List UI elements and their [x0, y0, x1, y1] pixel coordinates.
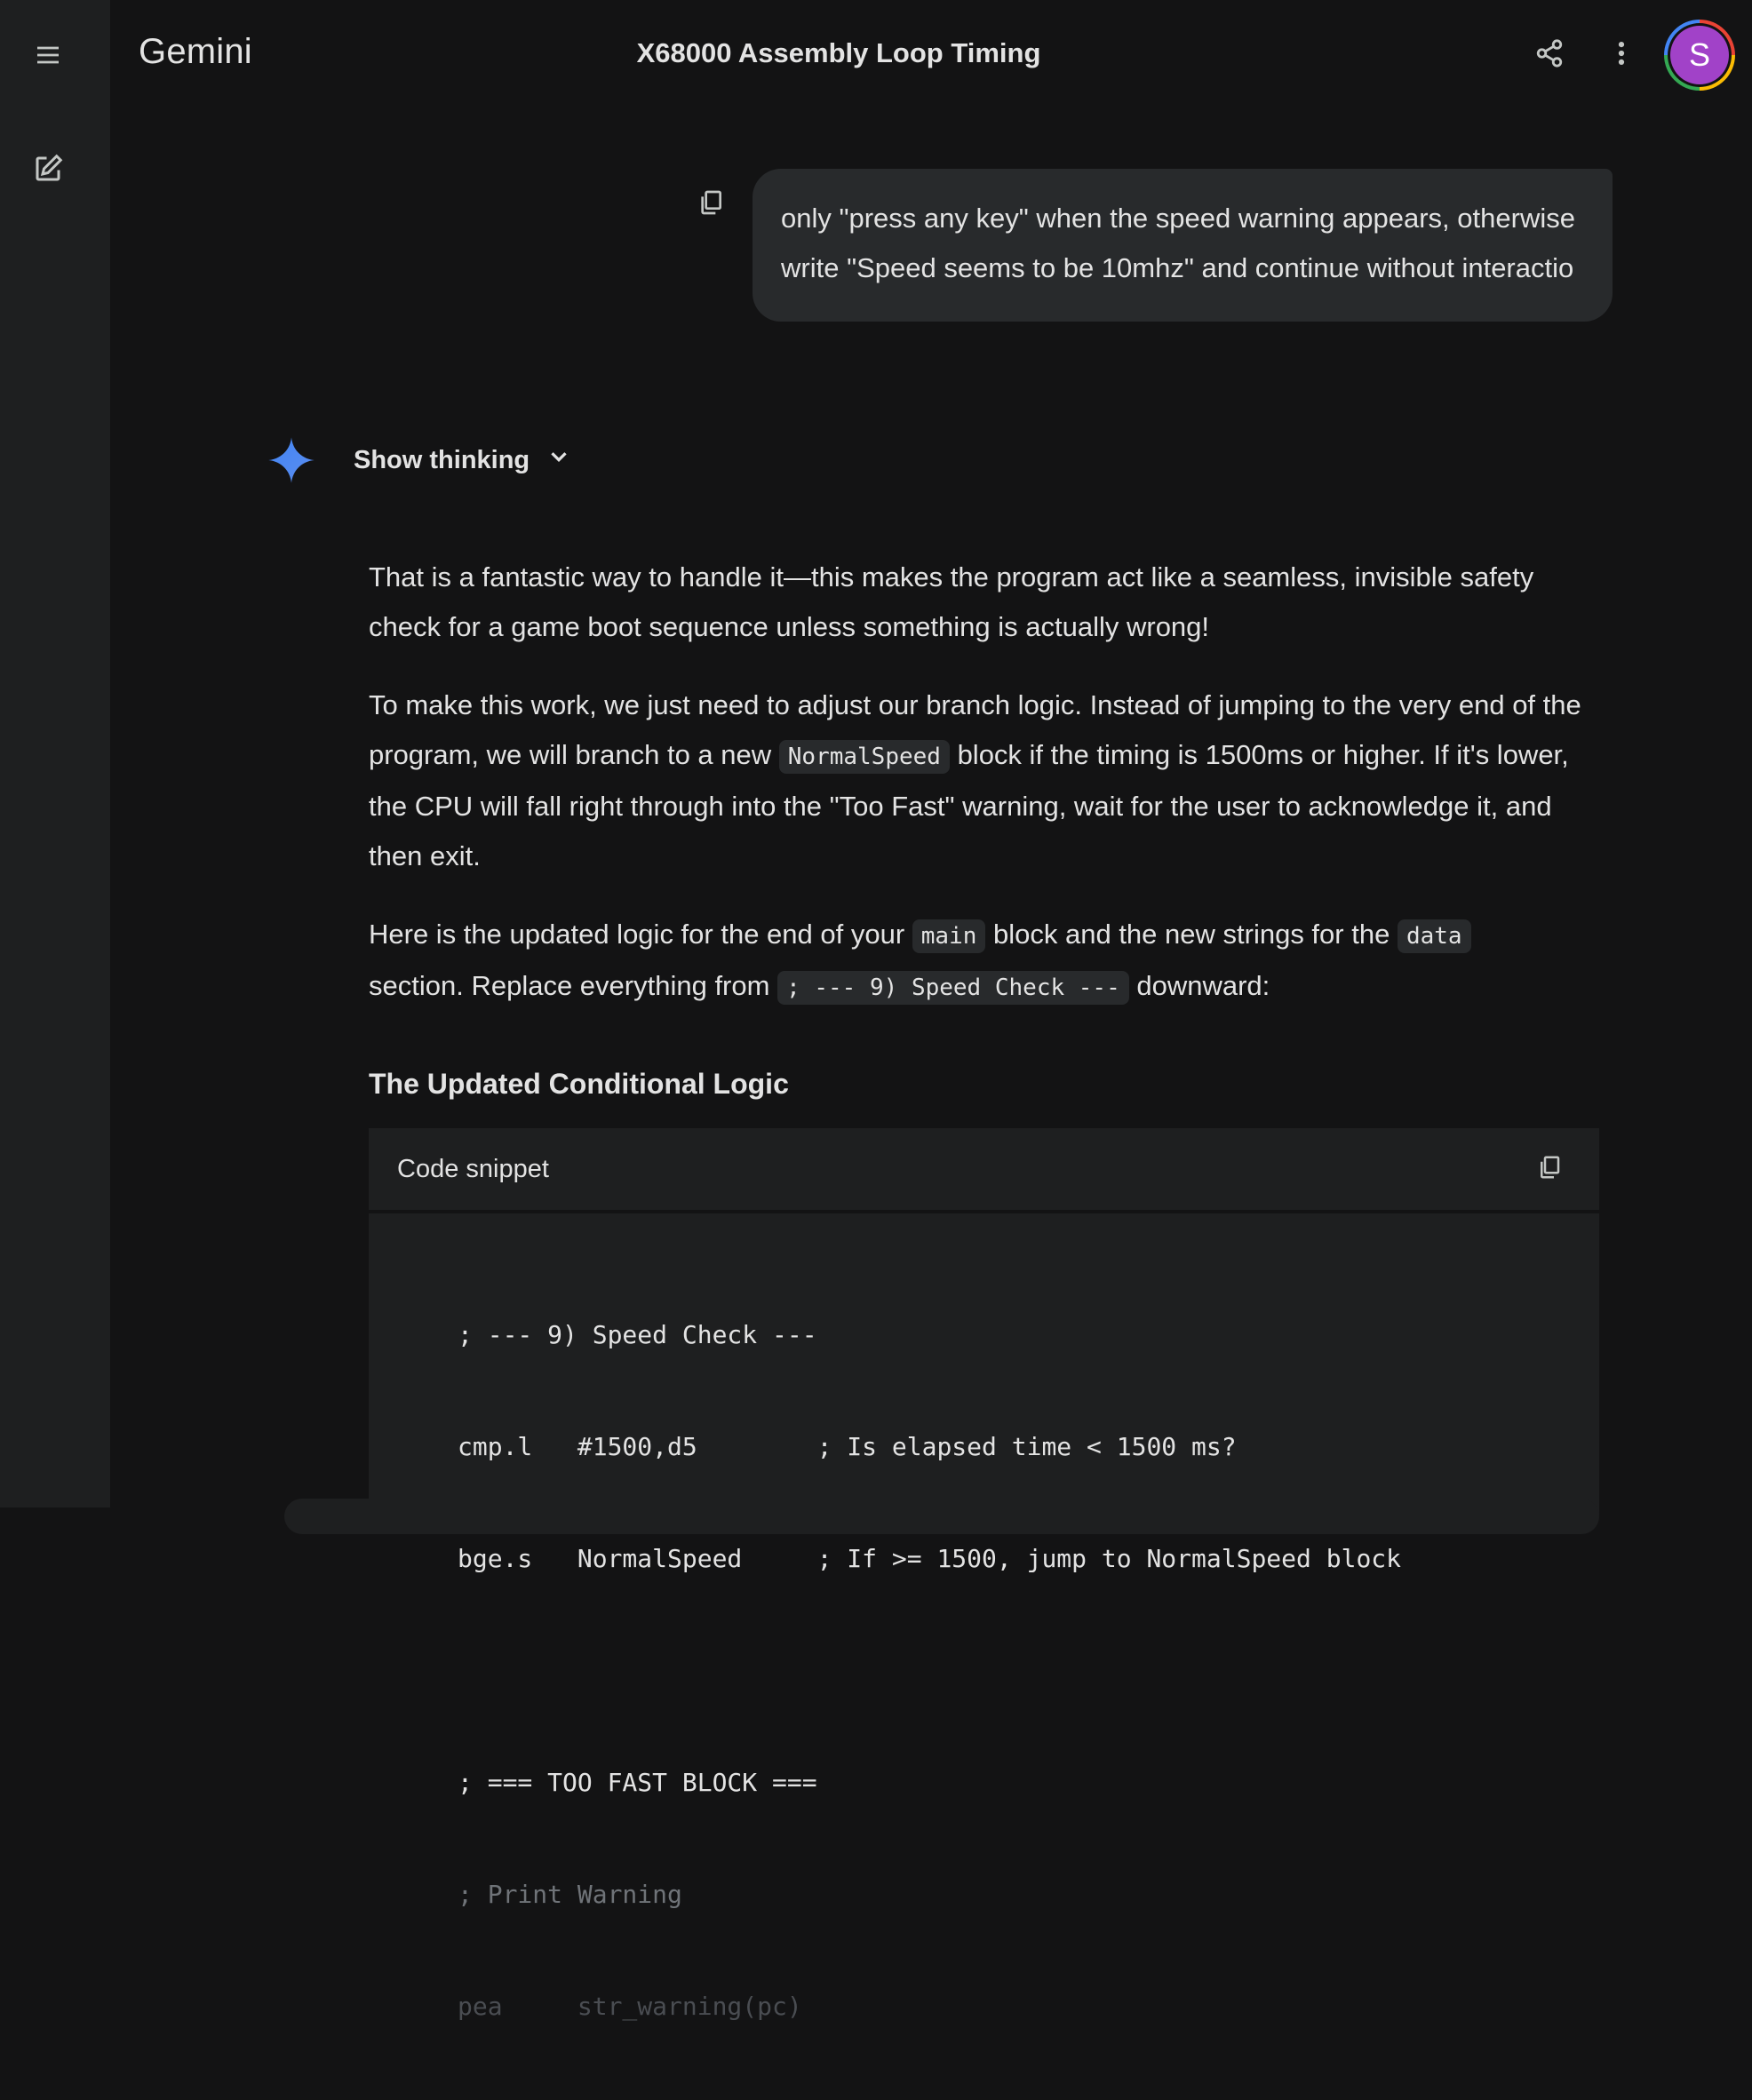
- new-chat-button[interactable]: [25, 146, 71, 192]
- code-line: bge.s NormalSpeed ; If >= 1500, jump to NormalSpeed block: [458, 1544, 1402, 1573]
- code-block: [369, 1128, 1599, 2021]
- chevron-down-icon: [546, 443, 572, 477]
- avatar: S: [1670, 26, 1729, 84]
- code-line: [458, 1652, 1599, 1690]
- share-icon: [1534, 38, 1565, 73]
- copy-prompt-button[interactable]: [691, 185, 730, 224]
- copy-icon: [697, 188, 725, 221]
- code-block-label: Code snippet: [397, 1154, 549, 1183]
- composer-edge: [284, 1499, 1599, 1534]
- inline-code: data: [1398, 919, 1471, 953]
- code-line: ; === TOO FAST BLOCK ===: [458, 1768, 817, 1797]
- model-response: [369, 553, 1599, 1141]
- conversation-title: X68000 Assembly Loop Timing: [636, 37, 1041, 68]
- response-paragraph: [369, 553, 1599, 652]
- account-avatar-button[interactable]: [1664, 20, 1735, 91]
- response-paragraph: [369, 910, 1599, 1013]
- new-chat-icon: [32, 153, 64, 185]
- response-text: section. Replace everything from: [369, 970, 778, 1001]
- code-block-header: [369, 1128, 1599, 1213]
- code-line: pea str_warning(pc): [458, 1992, 802, 2021]
- response-text: block and the new strings for the: [985, 919, 1398, 950]
- user-prompt-text: only "press any key" when the speed warning appears, otherwise write "Speed seems to be 10mhz" and continue without interactio: [781, 203, 1575, 283]
- share-button[interactable]: [1526, 32, 1573, 78]
- app-brand[interactable]: Gemini: [139, 32, 252, 71]
- copy-code-button[interactable]: [1528, 1148, 1571, 1190]
- inline-code: main: [912, 919, 986, 953]
- code-line: ; Print Warning: [458, 1880, 682, 1909]
- response-text: block if the timing is 1500ms or higher. If it's lower, the CPU will fall right through into the "Too Fast" warning, wait for the user to acknowledge it, and then exit.: [369, 739, 1569, 871]
- response-text: downward:: [1128, 970, 1270, 1001]
- more-vert-icon: [1606, 38, 1637, 73]
- show-thinking-label: Show thinking: [354, 445, 530, 474]
- response-paragraph: [369, 680, 1599, 881]
- user-prompt-bubble: [753, 169, 1613, 322]
- section-heading: The Updated Conditional Logic: [369, 1068, 789, 1100]
- copy-icon: [1536, 1154, 1563, 1185]
- code-body[interactable]: [369, 1213, 1599, 2021]
- response-text: Here is the updated logic for the end of your: [369, 919, 912, 950]
- side-rail: [0, 0, 110, 1507]
- show-thinking-toggle[interactable]: [354, 441, 572, 480]
- code-line: cmp.l #1500,d5 ; Is elapsed time < 1500 ms?: [458, 1432, 1237, 1461]
- conversation-title-bar: [0, 37, 1752, 69]
- code-line: ; --- 9) Speed Check ---: [458, 1320, 817, 1349]
- inline-code: ; --- 9) Speed Check ---: [777, 971, 1129, 1005]
- response-text: That is a fantastic way to handle it—this makes the program act like a seamless, invisible safety check for a game boot sequence unless something is actually wrong!: [369, 561, 1534, 642]
- gemini-spark-icon: [267, 435, 316, 485]
- inline-code: NormalSpeed: [779, 740, 950, 774]
- avatar-ring-inner: [1668, 23, 1732, 87]
- response-text: To make this work, we just need to adjust our branch logic. Instead of jumping to the very end of the program, we will branch to a new: [369, 689, 1581, 770]
- more-options-button[interactable]: [1598, 32, 1644, 78]
